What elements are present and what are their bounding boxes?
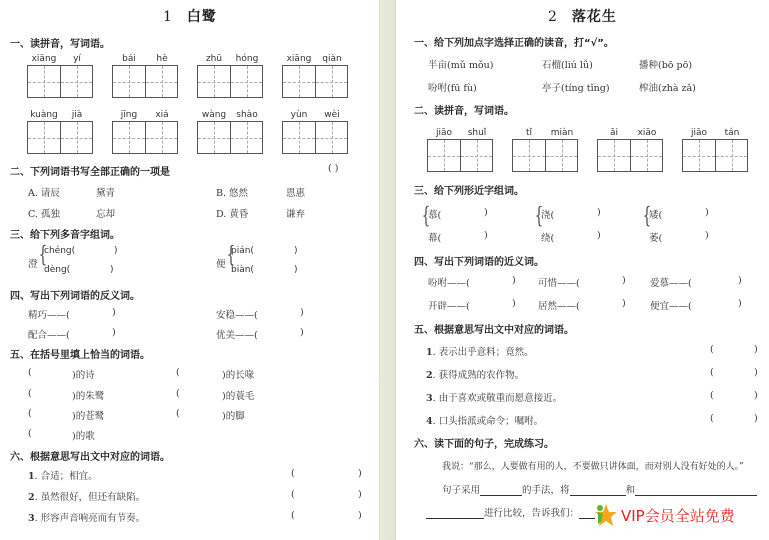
answer-paren[interactable]: ( ) xyxy=(328,163,339,174)
lesson-title: 1 白鹭 xyxy=(163,9,217,25)
list-item: 4. 口头指派或命令；嘱咐。 xyxy=(426,416,544,427)
section-heading: 六、读下面的句子，完成练习。 xyxy=(414,439,554,450)
reading-choice[interactable]: 亭子(tíng tǐng) xyxy=(542,83,610,94)
fill-in-line: 句子采用 的手法，将 和 xyxy=(442,482,757,496)
brace-icon: { xyxy=(38,243,48,268)
writing-box-group[interactable]: xiāng yí xyxy=(27,65,93,98)
section-heading: 五、在括号里填上恰当的词语。 xyxy=(10,350,150,361)
writing-box-group[interactable]: kuàng jià xyxy=(27,121,93,154)
blank-field[interactable] xyxy=(480,486,522,496)
section-heading: 六、根据意思写出文中对应的词语。 xyxy=(10,452,170,463)
writing-box-group[interactable]: xiāng qiàn xyxy=(282,65,348,98)
list-item: 2. 虽然很好，但还有缺陷。 xyxy=(28,492,146,503)
reading-choice[interactable]: 半亩(mǔ mǒu) xyxy=(428,60,494,71)
writing-box-group[interactable]: yùn wèi xyxy=(282,121,348,154)
list-item: 3. 形容声音响亮而有节奏。 xyxy=(28,513,146,524)
section-heading: 三、给下列多音字组词。 xyxy=(10,230,120,241)
fill-in-line: 进行比较，告诉我们： xyxy=(426,505,595,519)
section-heading: 一、给下列加点字选择正确的读音，打“√”。 xyxy=(414,38,614,49)
lesson-number: 2 xyxy=(548,9,558,25)
option-d: D. 黄昏 xyxy=(216,209,249,220)
section-heading: 二、读拼音，写词语。 xyxy=(414,106,514,117)
blank-field[interactable] xyxy=(570,486,626,496)
reading-choice[interactable]: 吩咐(fū fù) xyxy=(428,83,477,94)
section-heading: 四、写出下列词语的反义词。 xyxy=(10,291,140,302)
option-b: B. 悠然 xyxy=(216,188,249,199)
lesson-number: 1 xyxy=(163,9,173,25)
list-item: 1. 表示出乎意料；竟然。 xyxy=(426,347,534,358)
blank-field[interactable] xyxy=(635,486,757,496)
section-heading: 三、给下列形近字组词。 xyxy=(414,186,524,197)
option-a: A. 请辰 xyxy=(28,188,60,199)
writing-box-group[interactable]: zhū hóng xyxy=(197,65,263,98)
writing-box-group[interactable]: āi xiāo xyxy=(597,139,663,172)
left-page: 1 白鹭 一、读拼音，写词语。 xiāng yí bái hè zhū hóng xiāng qiàn kuàng jià jīng xiá wàng shào yùn wèi 二、下列词语书写全部正确的一项是 ( ) A. 请辰 黛青 B. 悠然 恩惠 C. 孤独 忘却 D. 黄昏 谦弃 三、给下列多音字组词。 澄 { chéng( ) dèng( ) 便 { pián( ) biàn( ) 四、写出下列词语的反义词。 精巧——( ) 安稳——( ) 配合——( ) 优美——( ) 五、在括号里填上恰当的词语。 ( )的诗 ( )的长喙 ( )的朱鹭 ( )的蓑毛 ( )的苍鹭 ( )的脚 ( )的歌 六、根据意思写出文中对应的词语。 1. 合适；相宜。 ( ) 2. 虽然很好，但还有缺陷。 ( ) 3. 形容声音响亮而有节奏。 ( ) xyxy=(0,0,379,540)
right-page: 2 落花生 一、给下列加点字选择正确的读音，打“√”。 半亩(mǔ mǒu) 石榴(liú lǚ) 播种(bō pō) 吩咐(fū fù) 亭子(tíng tǐng) 榨油(zhà zǎ) 二、读拼音，写词语。 jiāo shuǐ tǐ miàn āi xiāo jiāo tán 三、给下列形近字组词。 { 慕( ) 幕( ) { 浇( ) 绕( ) { 矮( ) 萎( ) 四、写出下列词语的近义词。 吩咐——( ) 可惜——( ) 爱慕——( ) 开辟——( ) 居然——( ) 便宜——( ) 五、根据意思写出文中对应的词语。 1. 表示出乎意料；竟然。 ( ) 2. 获得成熟的农作物。 ( ) 3. 由于喜欢或敬重而愿意接近。 ( ) 4. 口头指派或命令；嘱咐。 ( ) 六、读下面的句子，完成练习。 我说：“那么，人要做有用的人，不要做只讲体面，而对别人没有好处的人。” 句子采用 的手法，将 和 进行比较，告诉我们： xyxy=(396,0,769,540)
list-item: 3. 由于喜欢或敬重而愿意接近。 xyxy=(426,393,563,404)
writing-box-group[interactable]: wàng shào xyxy=(197,121,263,154)
star-person-icon xyxy=(592,502,618,528)
brace-icon: { xyxy=(642,204,652,229)
list-item: 2. 获得成熟的农作物。 xyxy=(426,370,525,381)
section-heading: 五、根据意思写出文中对应的词语。 xyxy=(414,325,574,336)
reading-choice[interactable]: 石榴(liú lǚ) xyxy=(542,60,593,71)
watermark-text: VIP会员全站免费 xyxy=(621,506,735,525)
section-heading: 一、读拼音，写词语。 xyxy=(10,39,110,50)
writing-box-group[interactable]: jiāo tán xyxy=(682,139,748,172)
brace-icon: { xyxy=(534,204,544,229)
quote-text: 我说：“那么，人要做有用的人，不要做只讲体面，而对别人没有好处的人。” xyxy=(442,462,744,472)
vip-watermark[interactable] xyxy=(592,502,735,528)
brace-icon: { xyxy=(421,204,431,229)
page-gutter xyxy=(379,0,396,540)
section-heading: 二、下列词语书写全部正确的一项是 xyxy=(10,167,170,178)
reading-choice[interactable]: 榨油(zhà zǎ) xyxy=(639,83,696,94)
reading-choice[interactable]: 播种(bō pō) xyxy=(639,60,693,71)
writing-box-group[interactable]: bái hè xyxy=(112,65,178,98)
list-item: 1. 合适；相宜。 xyxy=(28,471,98,482)
writing-box-group[interactable]: jiāo shuǐ xyxy=(427,139,493,172)
option-c: C. 孤独 xyxy=(28,209,60,220)
section-heading: 四、写出下列词语的近义词。 xyxy=(414,257,544,268)
writing-box-group[interactable]: jīng xiá xyxy=(112,121,178,154)
lesson-title: 2 落花生 xyxy=(548,9,617,25)
blank-field[interactable] xyxy=(426,509,484,519)
writing-box-group[interactable]: tǐ miàn xyxy=(512,139,578,172)
brace-icon: { xyxy=(226,243,236,268)
